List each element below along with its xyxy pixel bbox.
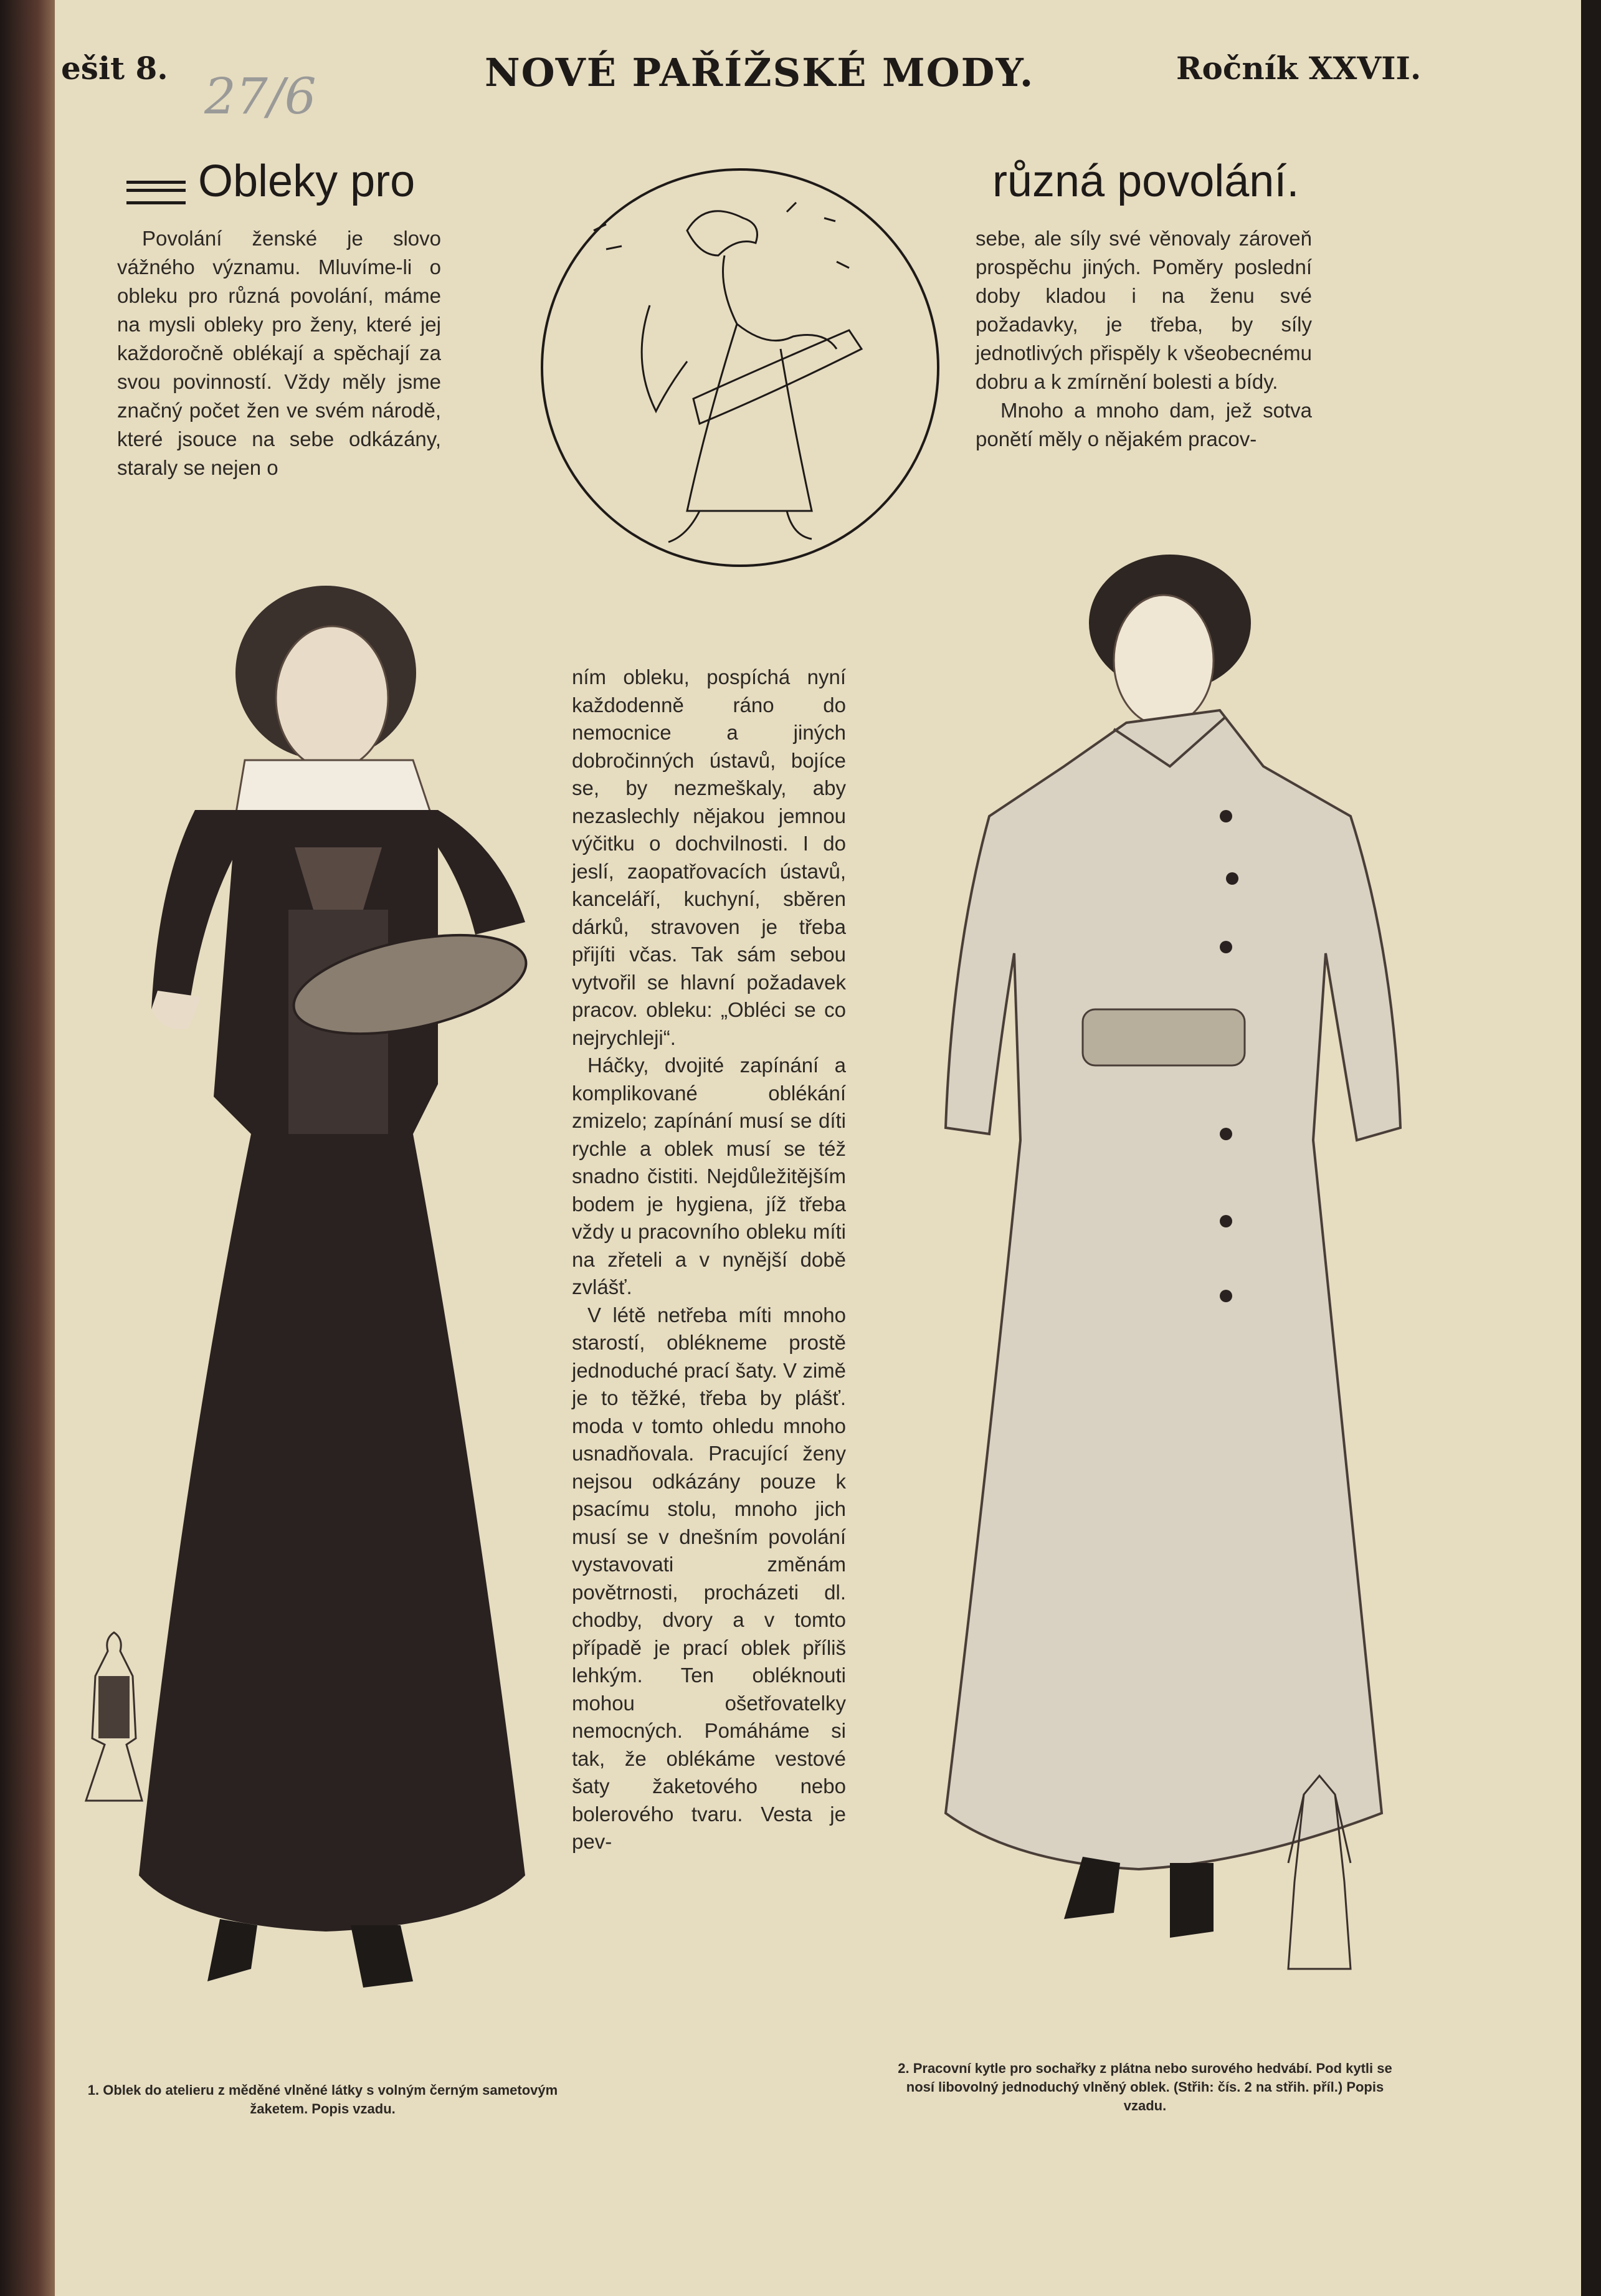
intro-column-left [117, 224, 441, 482]
article-title-left: Obleky pro [198, 156, 416, 206]
book-gutter [0, 0, 55, 2296]
page-edge [1581, 0, 1601, 2296]
vignette-illustration [500, 162, 980, 573]
figure-2-caption: 2. Pracovní kytle pro sochařky z plátna nebo surového hedvábí. Pod kytli se nosí libovolný jednoduchý vlněný oblek. (Střih: čís. 2 na střih. příl.) Popis vzadu. [898, 2060, 1392, 2113]
magazine-title: NOVÉ PAŘÍŽSKÉ MODY. [485, 50, 1035, 95]
pencil-annotation: 27/6 [204, 67, 316, 125]
figure-dark-dress [89, 536, 563, 2031]
article-title-right: různá povolání. [992, 156, 1299, 206]
middle-paragraph-2: Háčky, dvojité zapínání a komplikované oblékání zmizelo; zapínání musí se díti rychle a oblek musí se též snadno čistiti. Nejdůležitějším bodem je hygiena, jíž třeba vždy u pracovního obleku míti na zřeteli a v nynější době zvlášť. [572, 1054, 846, 1298]
issue-number: ešit 8. [61, 50, 168, 87]
intro-paragraph-right-2: Mnoho a mnoho dam, jež sotva ponětí měly o nějakém pracov- [976, 399, 1312, 450]
intro-column-right [976, 224, 1312, 454]
magazine-page [55, 0, 1581, 2296]
title-ornament [126, 181, 186, 204]
intro-paragraph-left: Povolání ženské je slovo vážného významu. Mluvíme-li o obleku pro různá povolání, máme na mysli obleky pro ženy, které jej každoročně oblékají a spěchají za svou povinností. Vždy měly jsme značný počet žen ve svém národě, které jsouce na sebe odkázány, staraly se nejen o [117, 227, 441, 479]
middle-paragraph-1: ním obleku, pospíchá nyní každodenně ráno do nemocnice a jiných dobročinných ústavů, bojíce se, by nezmeškaly, aby nezaslechly nějakou jemnou výčitku o dochvilnosti. I do jeslí, zaopatřovacích ústavů, kanceláří, kuchyní, sběren dárků, stravoven je třeba přijíti včas. Tak sám sebou vytvořil se hlavní požadavek pracov. obleku: „Obléci se co nejrychleji“. [572, 665, 846, 1049]
pattern-sketch-1 [80, 1626, 148, 1807]
middle-paragraph-3: V létě netřeba míti mnoho starostí, oblékneme prostě jednoduché prací šaty. V zimě je to těžké, třeba by plášť. moda v tomto ohledu mnoho usnadňovala. Pracující ženy nejsou odkázány pouze k psacímu stolu, mnoho jich musí se v dnešním povolání vystavovati změnám povětrnosti, procházeti dl. chodby, dvory a v tomto případě je prací oblek příliš lehkým. Ten obléknouti mohou ošetřovatelky nemocných. Pomáháme si tak, že oblékáme vestové šaty žaketového nebo bolerového tvaru. Vesta je pev- [572, 1303, 846, 1853]
volume-number: Ročník XXVII. [1176, 50, 1422, 87]
intro-paragraph-right: sebe, ale síly své věnovaly zároveň prospěchu jiných. Poměry poslední doby kladou i na ženu své požadavky, je třeba, by síly jednotlivých přispěly k všeobecnému dobru a k zmírnění bolesti a bídy. [976, 227, 1312, 393]
pattern-sketch-2 [1282, 1770, 1357, 1975]
middle-column [572, 664, 846, 1856]
figure-1-caption: 1. Oblek do atelieru z měděné vlněné látky s volným černým sametovým žaketem. Popis vzadu. [87, 2082, 558, 2117]
